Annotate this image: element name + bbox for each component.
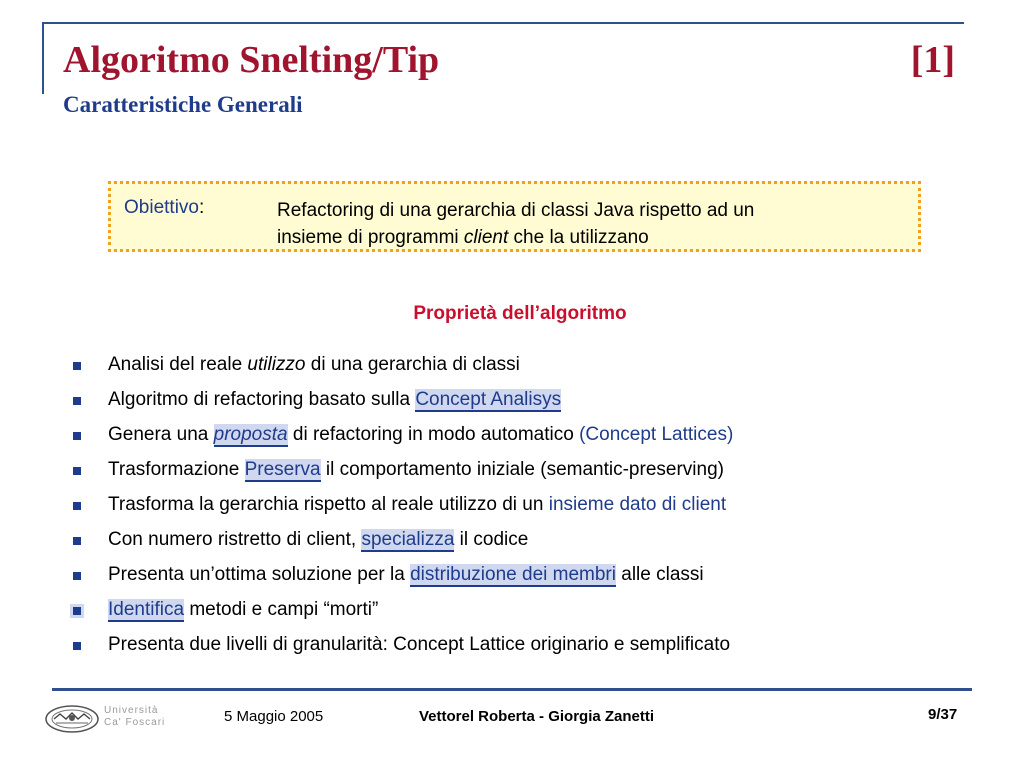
- footer-date: 5 Maggio 2005: [224, 708, 324, 725]
- text-part: Con numero ristretto di client,: [108, 529, 362, 550]
- list-item: [70, 352, 970, 387]
- footer-divider: [52, 688, 972, 691]
- university-line-2: Ca' Foscari: [104, 717, 166, 728]
- italic-part: utilizzo: [247, 354, 306, 375]
- bullet-square-icon: [73, 467, 81, 475]
- slide-title: [63, 38, 955, 86]
- objective-line-1: Refactoring di una gerarchia di classi Java rispetto ad un: [277, 200, 755, 221]
- bullet-square-icon: [73, 607, 81, 615]
- list-item-text: [108, 562, 704, 588]
- link-concept-analisys[interactable]: Concept Analisys: [415, 389, 562, 410]
- concept-lattices-note: (Concept Lattices): [579, 424, 734, 445]
- text-part: di una gerarchia di classi: [305, 354, 520, 375]
- header-frame-top: [42, 22, 964, 24]
- header-frame-left: [42, 22, 44, 94]
- list-item: [70, 457, 970, 492]
- list-item-text: [108, 597, 378, 623]
- objective-line-2-end: che la utilizzano: [508, 227, 649, 248]
- text-part: Presenta due livelli di granularità: Concept Lattice originario e semplificato: [108, 634, 731, 655]
- list-item-text: [108, 632, 730, 658]
- bullet-square-icon: [73, 502, 81, 510]
- title-text: Algoritmo Snelting/Tip: [63, 39, 440, 81]
- text-part: di refactoring in modo automatico: [287, 424, 580, 445]
- text-part: il comportamento iniziale (semantic-preserving): [320, 459, 724, 480]
- bullet-square-icon: [73, 572, 81, 580]
- slide-subtitle: Caratteristiche Generali: [63, 92, 303, 117]
- university-line-1: Università: [104, 705, 159, 716]
- list-item: [70, 422, 970, 457]
- text-part: Trasforma la gerarchia rispetto al reale utilizzo di un: [108, 494, 549, 515]
- list-item-text: [108, 387, 561, 413]
- list-item-text: [108, 352, 520, 378]
- footer-authors: Vettorel Roberta - Giorgia Zanetti: [419, 708, 655, 725]
- list-item: [70, 492, 970, 527]
- list-item-text: [108, 527, 528, 553]
- highlight-insieme-client: insieme dato di client: [548, 494, 727, 515]
- bullet-square-icon: [73, 537, 81, 545]
- link-identifica[interactable]: Identifica: [108, 599, 185, 620]
- text-part: Trasformazione: [108, 459, 245, 480]
- page-number: 9/37: [928, 706, 958, 723]
- objective-box: [108, 181, 921, 252]
- link-proposta[interactable]: proposta: [213, 424, 288, 445]
- link-distribuzione-membri[interactable]: distribuzione dei membri: [410, 564, 616, 585]
- text-part: Algoritmo di refactoring basato sulla: [108, 389, 416, 410]
- list-item: [70, 562, 970, 597]
- text-part: Genera una: [108, 424, 214, 445]
- title-reference: [1]: [910, 39, 955, 81]
- objective-label-colon: :: [198, 197, 205, 218]
- list-item-text: [108, 492, 726, 518]
- list-item: [70, 387, 970, 422]
- objective-label-text: Obiettivo: [124, 197, 199, 218]
- link-preserva[interactable]: Preserva: [244, 459, 321, 480]
- objective-label: [124, 197, 204, 219]
- bullet-square-icon: [73, 642, 81, 650]
- university-name: [104, 705, 165, 729]
- list-item-text: [108, 457, 724, 483]
- bullet-square-icon: [73, 432, 81, 440]
- text-part: Analisi del reale: [108, 354, 248, 375]
- text-part: Presenta un’ottima soluzione per la: [108, 564, 411, 585]
- bullet-square-icon: [73, 397, 81, 405]
- section-heading: Proprietà dell’algoritmo: [413, 303, 627, 324]
- text-part: il codice: [454, 529, 529, 550]
- properties-list: [70, 352, 970, 667]
- list-item: [70, 527, 970, 562]
- objective-text: [277, 197, 907, 251]
- list-item: [70, 632, 970, 667]
- list-item: [70, 597, 970, 632]
- link-specializza[interactable]: specializza: [361, 529, 455, 550]
- university-seal-icon: [44, 704, 100, 734]
- list-item-text: [108, 422, 733, 448]
- text-part: metodi e campi “morti”: [184, 599, 379, 620]
- objective-line-2: [277, 224, 907, 251]
- bullet-square-icon: [73, 362, 81, 370]
- objective-line-2-start: insieme di programmi: [277, 227, 464, 248]
- objective-line-2-italic: client: [463, 227, 509, 248]
- text-part: alle classi: [615, 564, 704, 585]
